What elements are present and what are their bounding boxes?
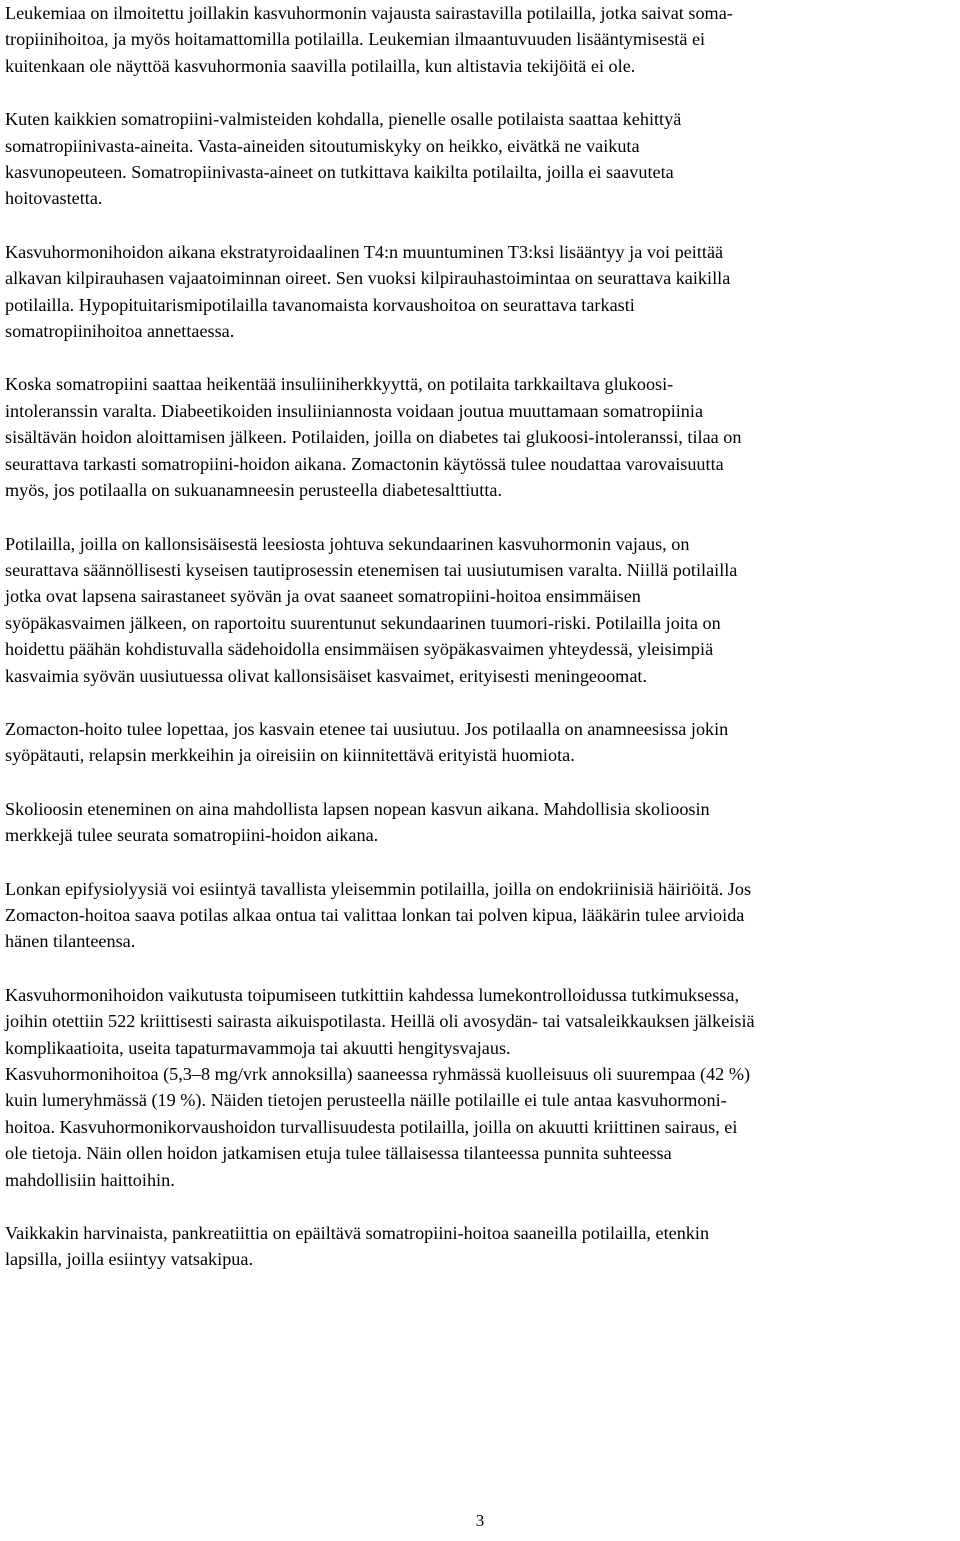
- text-line: Potilailla, joilla on kallonsisäisestä leesiosta johtuva sekundaarinen kasvuhormonin vajaus, on: [5, 533, 690, 554]
- text-line: kuin lumeryhmässä (19 %). Näiden tietojen perusteella näille potilaille ei tule antaa kasvuhormoni-: [5, 1090, 727, 1111]
- text-line: Zomacton-hoito tulee lopettaa, jos kasvain etenee tai uusiutuu. Jos potilaalla on anamneesissa jokin: [5, 718, 729, 739]
- text-line: merkkejä tulee seurata somatropiini-hoidon aikana.: [5, 825, 379, 846]
- text-line: tropiinihoitoa, ja myös hoitamattomilla potilailla. Leukemian ilmaantuvuuden lisääntymisestä ei: [5, 29, 706, 50]
- text-line: ole tietoja. Näin ollen hoidon jatkamisen etuja tulee tällaisessa tilanteessa punnita suhteessa: [5, 1143, 672, 1164]
- paragraph-stop-treatment: [5, 716, 957, 769]
- text-line: kuitenkaan ole näyttöä kasvuhormonia saavilla potilailla, kun altistavia tekijöitä ei ole.: [5, 55, 636, 76]
- text-line: Koska somatropiini saattaa heikentää insuliiniherkkyyttä, on potilaita tarkkailtava glukoosi-: [5, 374, 674, 395]
- text-line: Zomacton-hoitoa saava potilas alkaa ontua tai valittaa lonkan tai polven kipua, lääkärin tulee arvioida: [5, 904, 745, 925]
- text-line: joihin otettiin 522 kriittisesti sairasta aikuispotilasta. Heillä oli avosydän- tai vatsaleikkauksen jälkeisiä: [5, 1011, 755, 1032]
- paragraph-insulin: [5, 371, 957, 503]
- document-page: [5, 0, 957, 1300]
- paragraph-intracranial-lesion: [5, 531, 957, 689]
- text-line: kasvaimia syövän uusiutuessa olivat kallonsisäiset kasvaimet, erityisesti meningeoomat.: [5, 665, 647, 686]
- text-line: kasvunopeuteen. Somatropiinivasta-aineet on tutkittava kaikilta potilailta, joilla ei saavuteta: [5, 162, 674, 183]
- text-line: somatropiinihoitoa annettaessa.: [5, 321, 235, 342]
- text-line: syöpäkasvaimen jälkeen, on raportoitu suurentunut sekundaarinen tuumori-riski. Potilailla joita on: [5, 612, 721, 633]
- text-line: hänen tilanteensa.: [5, 931, 136, 952]
- text-line: seurattava tarkasti somatropiini-hoidon aikana. Zomactonin käytössä tulee noudattaa varovaisuutta: [5, 453, 724, 474]
- text-line: hoitovastetta.: [5, 188, 103, 209]
- text-line: seurattava säännöllisesti kyseisen tautiprosessin etenemisen tai uusiutumisen varalta. Niillä potilailla: [5, 559, 738, 580]
- text-line: Kasvuhormonihoidon vaikutusta toipumiseen tutkittiin kahdessa lumekontrolloidussa tutkimuksessa,: [5, 984, 740, 1005]
- paragraph-critical-illness-study: [5, 982, 957, 1061]
- text-line: Lonkan epifysiolyysiä voi esiintyä tavallista yleisemmin potilailla, joilla on endokriinisiä häiriöitä. Jos: [5, 878, 752, 899]
- paragraph-epiphysiolysis: [5, 876, 957, 955]
- text-line: potilailla. Hypopituitarismipotilailla tavanomaista korvaushoitoa on seurattava tarkasti: [5, 294, 635, 315]
- paragraph-mortality: [5, 1061, 957, 1193]
- paragraph-pancreatitis: [5, 1220, 957, 1273]
- text-line: lapsilla, joilla esiintyy vatsakipua.: [5, 1249, 254, 1270]
- text-line: Leukemiaa on ilmoitettu joillakin kasvuhormonin vajausta sairastavilla potilailla, jotka saivat soma-: [5, 3, 733, 23]
- text-line: hoidettu päähän kohdistuvalla sädehoidolla ensimmäisen syöpäkasvaimen yhteydessä, yleisimpiä: [5, 639, 714, 660]
- paragraph-antibodies: [5, 106, 957, 212]
- text-line: mahdollisiin haittoihin.: [5, 1169, 175, 1190]
- paragraph-scoliosis: [5, 796, 957, 849]
- text-line: myös, jos potilaalla on sukuanamneesin perusteella diabetesalttiutta.: [5, 480, 502, 501]
- text-line: syöpätauti, relapsin merkkeihin ja oireisiin on kiinnitettävä erityistä huomiota.: [5, 745, 575, 766]
- text-line: sisältävän hoidon aloittamisen jälkeen. Potilaiden, joilla on diabetes tai glukoosi-intoleranssi, tilaa on: [5, 427, 742, 448]
- text-line: Kasvuhormonihoidon aikana ekstratyroidaalinen T4:n muuntuminen T3:ksi lisääntyy ja voi peittää: [5, 241, 724, 262]
- text-line: somatropiinivasta-aineita. Vasta-aineiden sitoutumiskyky on heikko, eivätkä ne vaikuta: [5, 135, 640, 156]
- text-line: Kuten kaikkien somatropiini-valmisteiden kohdalla, pienelle osalle potilaista saattaa kehittyä: [5, 109, 682, 130]
- paragraph-leukemia: [5, 0, 957, 79]
- page-number: 3: [475, 1511, 485, 1530]
- text-line: intoleranssin varalta. Diabeetikoiden insuliiniannosta voidaan joutua muuttamaan somatropiinia: [5, 400, 704, 421]
- paragraph-thyroid: [5, 239, 957, 345]
- text-line: alkavan kilpirauhasen vajaatoiminnan oireet. Sen vuoksi kilpirauhastoimintaa on seurattava kaikilla: [5, 268, 731, 289]
- text-line: jotka ovat lapsena sairastaneet syövän ja ovat saaneet somatropiini-hoitoa ensimmäisen: [5, 586, 641, 607]
- text-line: hoitoa. Kasvuhormonikorvaushoidon turvallisuudesta potilailla, joilla on akuutti kriittinen sairaus, ei: [5, 1116, 738, 1137]
- text-line: Skolioosin eteneminen on aina mahdollista lapsen nopean kasvun aikana. Mahdollisia skolioosin: [5, 798, 710, 819]
- text-line: Kasvuhormonihoitoa (5,3–8 mg/vrk annoksilla) saaneessa ryhmässä kuolleisuus oli suurempaa (42 %): [5, 1064, 751, 1084]
- text-line: Vaikkakin harvinaista, pankreatiittia on epäiltävä somatropiini-hoitoa saaneilla potilailla, etenkin: [5, 1223, 710, 1244]
- text-line: komplikaatioita, useita tapaturmavammoja tai akuutti hengitysvajaus.: [5, 1037, 511, 1058]
